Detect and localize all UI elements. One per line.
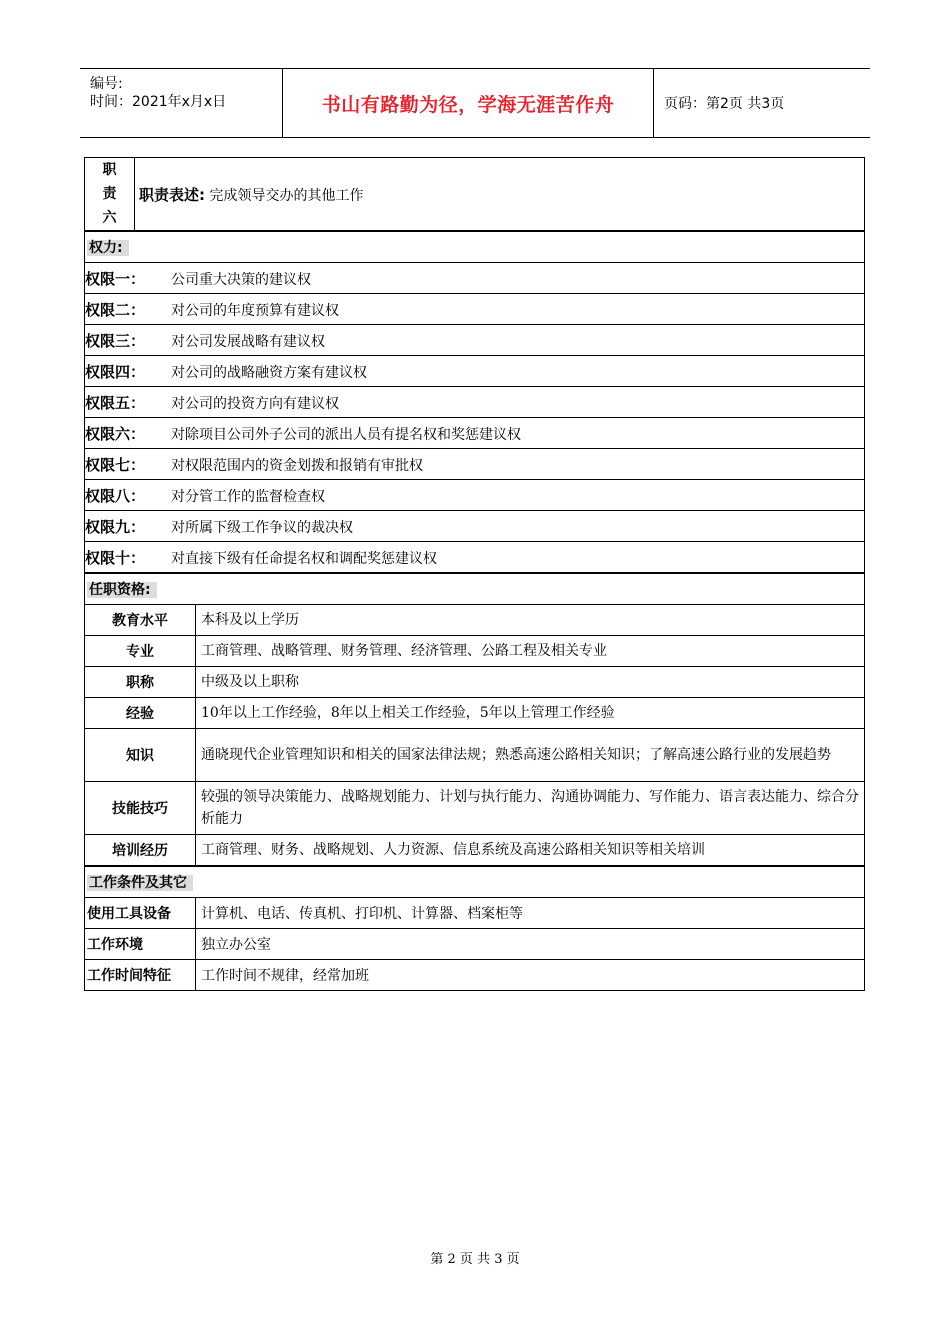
condition-row — [85, 929, 865, 960]
power-row-cell — [85, 294, 865, 325]
power-row-cell — [85, 387, 865, 418]
condition-label: 工作环境 — [85, 929, 196, 960]
duty-six-label — [85, 158, 135, 232]
power-row-cell — [85, 449, 865, 480]
conditions-heading-text: 工作条件及其它 — [87, 875, 193, 891]
power-text: 对公司发展战略有建议权 — [171, 333, 325, 350]
power-label: 权限八： — [85, 486, 146, 505]
header-meta-cell — [80, 69, 283, 137]
qualification-row — [85, 667, 865, 698]
power-label: 权限七： — [85, 455, 146, 474]
power-text: 对除项目公司外子公司的派出人员有提名权和奖惩建议权 — [171, 426, 521, 443]
duty-six-title: 职责表述: — [139, 185, 205, 204]
power-row — [85, 542, 865, 574]
power-label: 权限三： — [85, 331, 146, 350]
qualification-row — [85, 835, 865, 867]
duty-six-row — [85, 158, 865, 232]
qualification-text: 通晓现代企业管理知识和相关的国家法律法规；熟悉高速公路相关知识；了解高速公路行业的发展趋势 — [196, 729, 865, 782]
power-row-cell — [85, 325, 865, 356]
power-label: 权限十： — [85, 548, 146, 567]
power-text: 对公司的投资方向有建议权 — [171, 395, 339, 412]
power-row — [85, 325, 865, 356]
job-description-table — [84, 157, 865, 991]
power-label: 权限一： — [85, 269, 146, 288]
duty-six-label-text: 职责六 — [102, 162, 117, 226]
condition-text: 计算机、电话、传真机、打印机、计算器、档案柜等 — [196, 898, 865, 929]
power-row-cell — [85, 263, 865, 294]
qualification-text: 较强的领导决策能力、战略规划能力、计划与执行能力、沟通协调能力、写作能力、语言表达能力、综合分析能力 — [196, 782, 865, 835]
power-label: 权限四： — [85, 362, 146, 381]
power-row — [85, 294, 865, 325]
power-label: 权限五： — [85, 393, 146, 412]
qualification-row — [85, 698, 865, 729]
condition-text: 独立办公室 — [196, 929, 865, 960]
power-list — [85, 263, 865, 574]
power-row — [85, 480, 865, 511]
conditions-heading-row — [85, 866, 865, 898]
power-row — [85, 449, 865, 480]
qualification-text: 中级及以上职称 — [196, 667, 865, 698]
qualifications-heading-row — [85, 573, 865, 605]
header-page-label: 页码：第2页 共3页 — [664, 96, 785, 112]
header-motto-cell — [283, 69, 654, 137]
power-row — [85, 263, 865, 294]
qualification-text: 工商管理、战略管理、财务管理、经济管理、公路工程及相关专业 — [196, 636, 865, 667]
qualifications-heading-text: 任职资格: — [87, 582, 157, 598]
condition-text: 工作时间不规律，经常加班 — [196, 960, 865, 991]
header-motto: 书山有路勤为径，学海无涯苦作舟 — [321, 93, 615, 116]
power-text: 对所属下级工作争议的裁决权 — [171, 519, 353, 536]
power-row — [85, 356, 865, 387]
qualifications-list — [85, 605, 865, 867]
page-header — [80, 68, 870, 138]
condition-label: 使用工具设备 — [85, 898, 196, 929]
condition-row — [85, 960, 865, 991]
document-time-label: 时间：2021年x月x日 — [90, 94, 227, 110]
power-row — [85, 387, 865, 418]
condition-label: 工作时间特征 — [85, 960, 196, 991]
qualification-text: 工商管理、财务、战略规划、人力资源、信息系统及高速公路相关知识等相关培训 — [196, 835, 865, 867]
power-text: 对公司的年度预算有建议权 — [171, 302, 339, 319]
qualification-row — [85, 605, 865, 636]
conditions-list — [85, 898, 865, 991]
power-text: 对公司的战略融资方案有建议权 — [171, 364, 367, 381]
duty-six-text: 完成领导交办的其他工作 — [209, 187, 364, 204]
power-text: 对分管工作的监督检查权 — [171, 488, 325, 505]
duty-six-content — [135, 158, 865, 232]
conditions-heading — [85, 866, 865, 898]
qualification-label: 专业 — [85, 636, 196, 667]
power-text: 对权限范围内的资金划拨和报销有审批权 — [171, 457, 423, 474]
power-row-cell — [85, 511, 865, 542]
qualification-label: 技能技巧 — [85, 782, 196, 835]
qualification-label: 职称 — [85, 667, 196, 698]
condition-row — [85, 898, 865, 929]
power-heading-row — [85, 231, 865, 263]
qualification-label: 教育水平 — [85, 605, 196, 636]
qualification-text: 10年以上工作经验，8年以上相关工作经验，5年以上管理工作经验 — [196, 698, 865, 729]
qualification-row — [85, 729, 865, 782]
header-page-cell — [654, 69, 870, 137]
qualification-label: 经验 — [85, 698, 196, 729]
qualification-label: 培训经历 — [85, 835, 196, 867]
power-text: 公司重大决策的建议权 — [171, 271, 311, 288]
power-row-cell — [85, 356, 865, 387]
power-label: 权限九： — [85, 517, 146, 536]
power-row — [85, 418, 865, 449]
qualification-label: 知识 — [85, 729, 196, 782]
power-label: 权限六： — [85, 424, 146, 443]
power-row-cell — [85, 418, 865, 449]
power-heading — [85, 231, 865, 263]
power-label: 权限二： — [85, 300, 146, 319]
power-row-cell — [85, 480, 865, 511]
qualifications-heading — [85, 573, 865, 605]
document-number-label: 编号: — [90, 76, 123, 92]
power-row-cell — [85, 542, 865, 574]
qualification-text: 本科及以上学历 — [196, 605, 865, 636]
page-footer: 第 2 页 共 3 页 — [430, 1252, 520, 1267]
qualification-row — [85, 782, 865, 835]
power-row — [85, 511, 865, 542]
power-heading-text: 权力: — [87, 240, 129, 256]
qualification-row — [85, 636, 865, 667]
power-text: 对直接下级有任命提名权和调配奖惩建议权 — [171, 550, 437, 567]
